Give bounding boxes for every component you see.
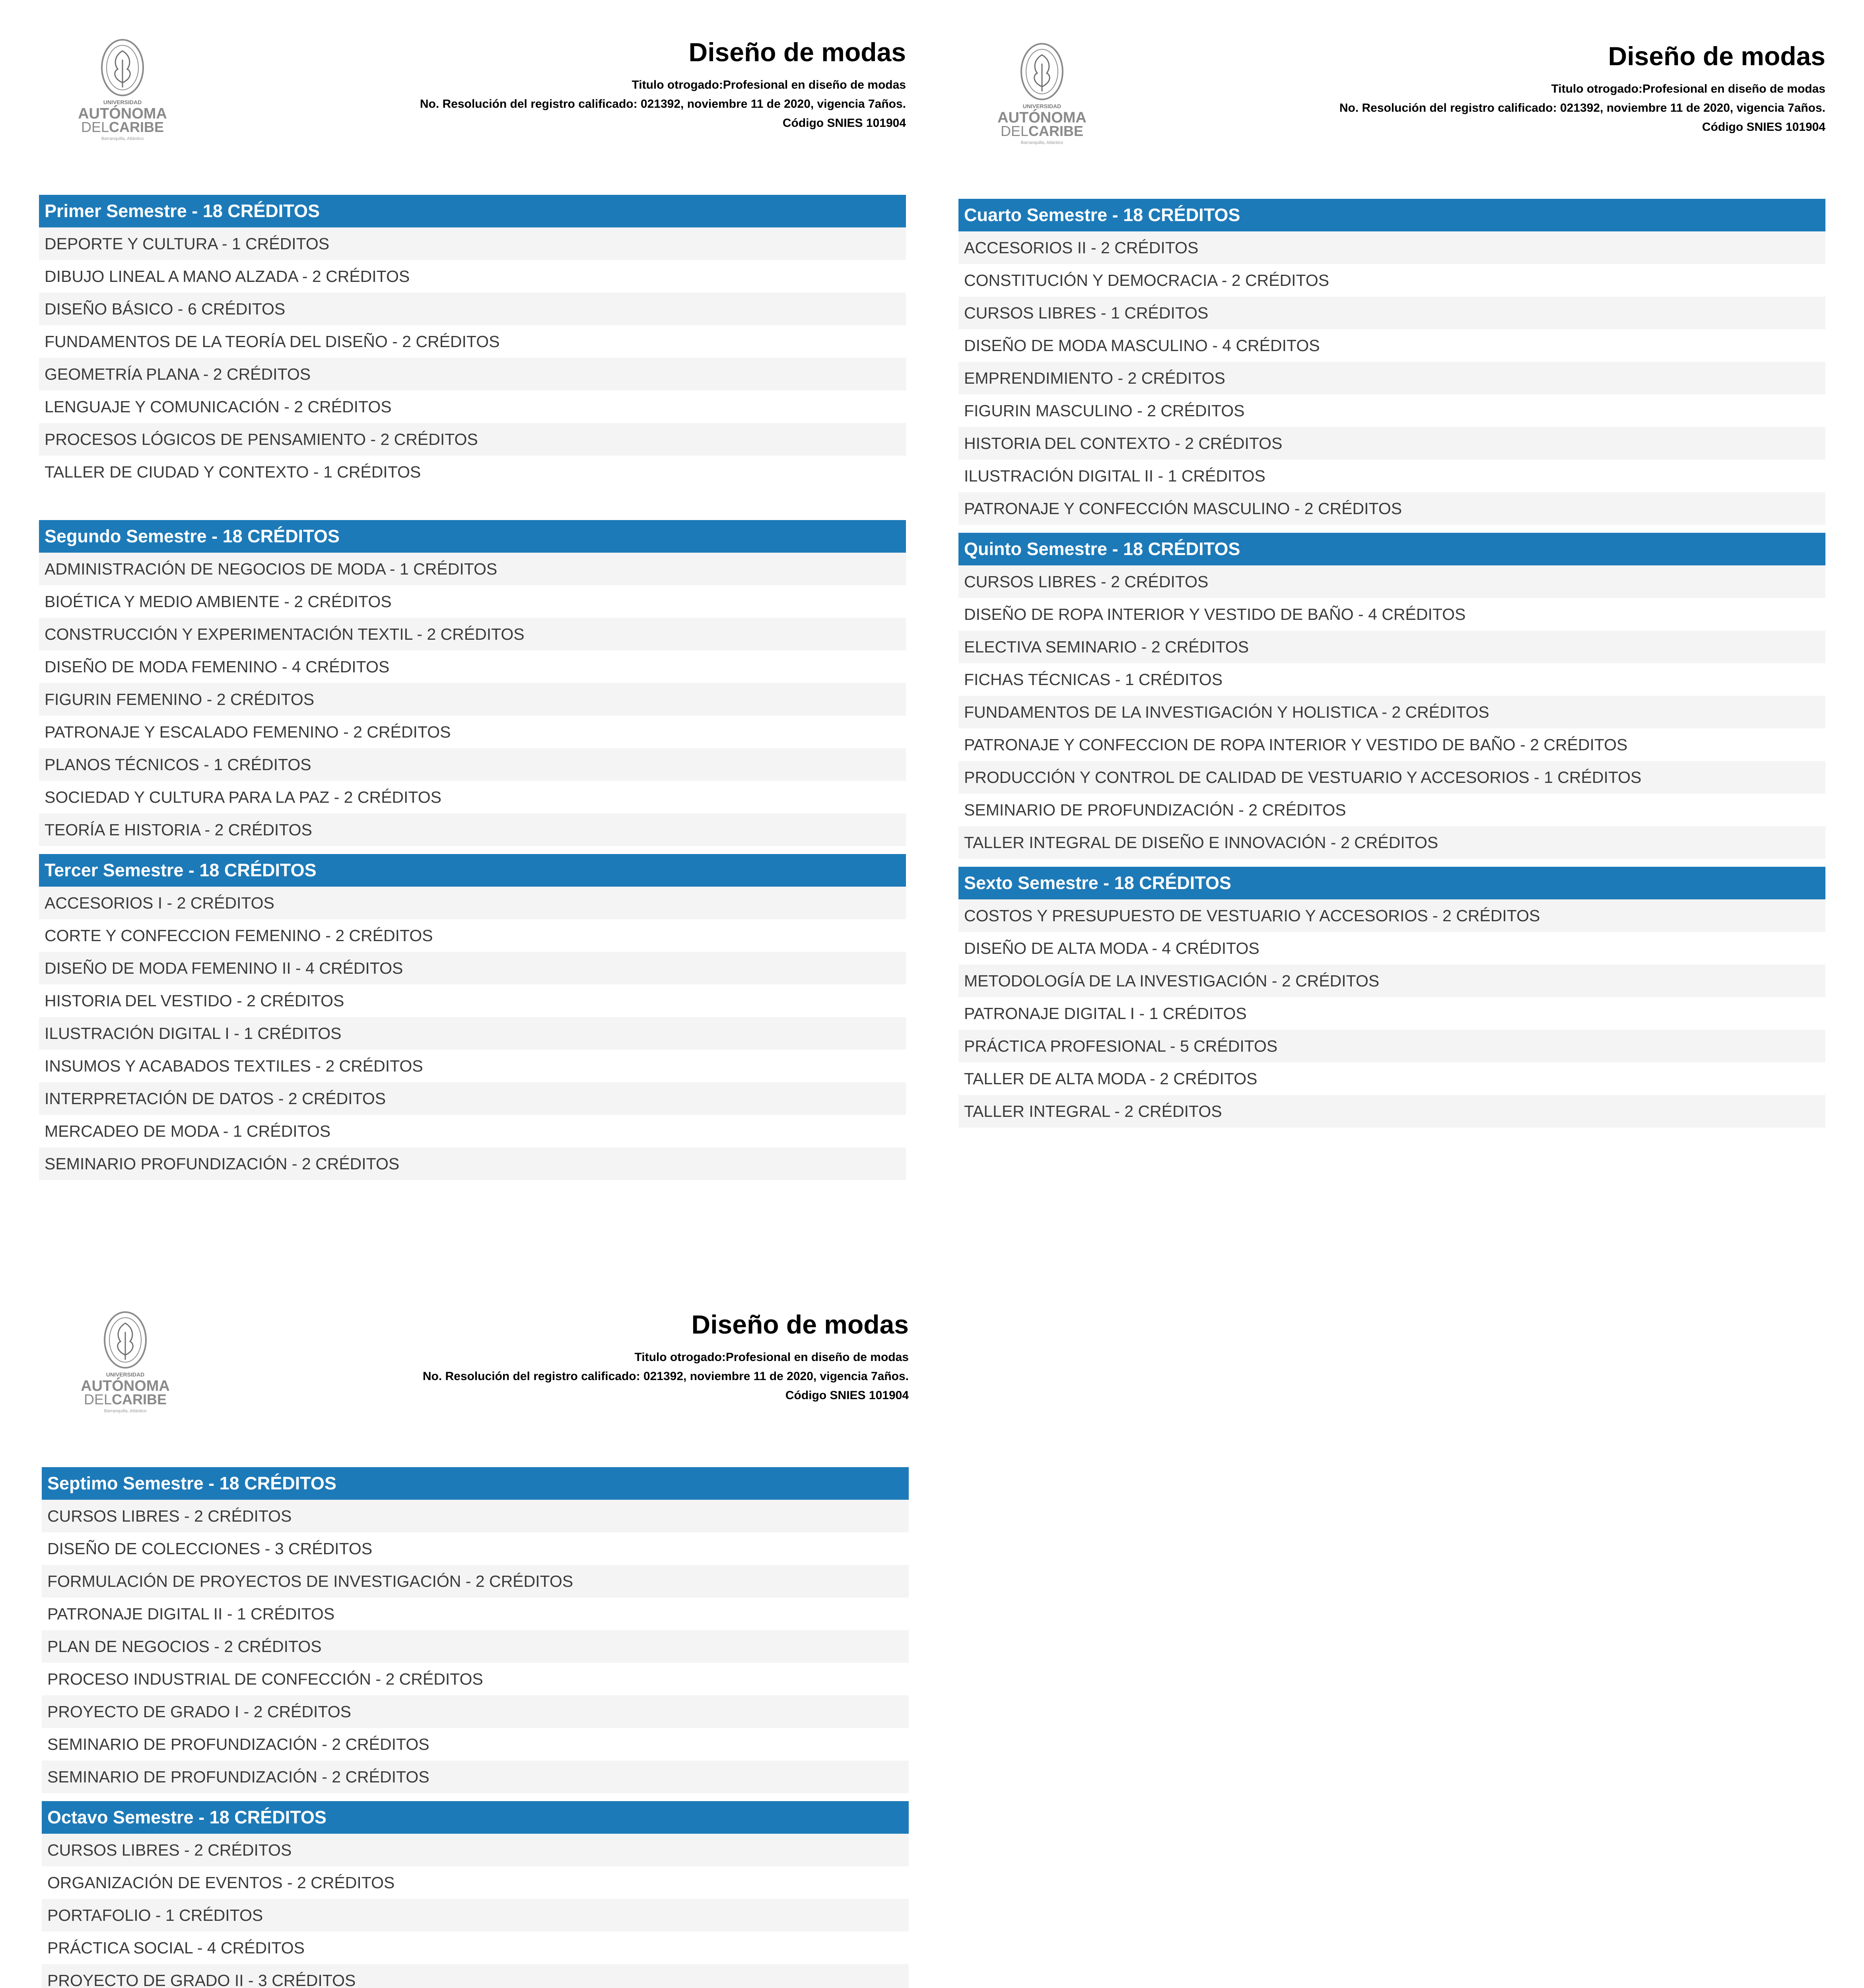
course-row: TALLER INTEGRAL DE DISEÑO E INNOVACIÓN - 2 CRÉDITOS	[958, 826, 1825, 859]
semester-section	[958, 199, 1825, 525]
course-row: PROYECTO DE GRADO II - 3 CRÉDITOS	[42, 1964, 909, 1988]
semester-header: Sexto Semestre - 18 CRÉDITOS	[958, 867, 1825, 899]
course-list	[958, 231, 1825, 525]
course-list	[39, 553, 906, 846]
course-row: FUNDAMENTOS DE LA TEORÍA DEL DISEÑO - 2 CRÉDITOS	[39, 325, 906, 358]
course-row: ACCESORIOS II - 2 CRÉDITOS	[958, 231, 1825, 264]
course-row: PORTAFOLIO - 1 CRÉDITOS	[42, 1899, 909, 1932]
header-text	[423, 1308, 909, 1405]
course-row: SEMINARIO DE PROFUNDIZACIÓN - 2 CRÉDITOS	[42, 1761, 909, 1793]
semester-section	[958, 533, 1825, 859]
logo-line-2: AUTÓNOMA	[81, 1378, 170, 1394]
course-row: HISTORIA DEL VESTIDO - 2 CRÉDITOS	[39, 984, 906, 1017]
semester-header: Quinto Semestre - 18 CRÉDITOS	[958, 533, 1825, 565]
course-list	[958, 899, 1825, 1128]
titulo-otorgado: Titulo otrogado:Profesional en diseño de modas	[632, 78, 906, 91]
semester-header: Octavo Semestre - 18 CRÉDITOS	[42, 1801, 909, 1834]
logo-line-4: Barranquilla, Atlántico	[1020, 140, 1063, 145]
course-row: PROCESO INDUSTRIAL DE CONFECCIÓN - 2 CRÉDITOS	[42, 1663, 909, 1695]
course-row: ORGANIZACIÓN DE EVENTOS - 2 CRÉDITOS	[42, 1866, 909, 1899]
course-row: FORMULACIÓN DE PROYECTOS DE INVESTIGACIÓN - 2 CRÉDITOS	[42, 1565, 909, 1598]
university-logo	[75, 36, 170, 143]
header-text	[1339, 40, 1825, 137]
course-row: PRODUCCIÓN Y CONTROL DE CALIDAD DE VESTUARIO Y ACCESORIOS - 1 CRÉDITOS	[958, 761, 1825, 794]
course-row: CORTE Y CONFECCION FEMENINO - 2 CRÉDITOS	[39, 919, 906, 952]
course-row: TALLER DE CIUDAD Y CONTEXTO - 1 CRÉDITOS	[39, 456, 906, 488]
course-row: DISEÑO DE ROPA INTERIOR Y VESTIDO DE BAÑO - 4 CRÉDITOS	[958, 598, 1825, 631]
course-row: DISEÑO DE MODA FEMENINO - 4 CRÉDITOS	[39, 650, 906, 683]
course-row: COSTOS Y PRESUPUESTO DE VESTUARIO Y ACCESORIOS - 2 CRÉDITOS	[958, 899, 1825, 932]
university-logo	[78, 1308, 173, 1415]
titulo-otorgado: Titulo otrogado:Profesional en diseño de modas	[1551, 82, 1825, 95]
page-title: Diseño de modas	[691, 1310, 909, 1339]
semester-list	[958, 199, 1825, 1128]
page-title: Diseño de modas	[1608, 41, 1825, 71]
semester-section	[39, 195, 906, 488]
course-row: SEMINARIO PROFUNDIZACIÓN - 2 CRÉDITOS	[39, 1147, 906, 1180]
course-row: INTERPRETACIÓN DE DATOS - 2 CRÉDITOS	[39, 1082, 906, 1115]
logo-line-1: UNIVERSIDAD	[1022, 103, 1061, 109]
course-row: CURSOS LIBRES - 2 CRÉDITOS	[42, 1834, 909, 1866]
logo-line-1: UNIVERSIDAD	[103, 99, 142, 105]
course-row: LENGUAJE Y COMUNICACIÓN - 2 CRÉDITOS	[39, 390, 906, 423]
course-row: PATRONAJE DIGITAL II - 1 CRÉDITOS	[42, 1598, 909, 1630]
resolucion: No. Resolución del registro calificado: 021392, noviembre 11 de 2020, vigencia 7años.	[420, 97, 906, 111]
codigo-snies: Código SNIES 101904	[785, 1389, 909, 1402]
logo-line-2: AUTÓNOMA	[997, 109, 1087, 126]
course-list	[39, 227, 906, 488]
course-row: SOCIEDAD Y CULTURA PARA LA PAZ - 2 CRÉDITOS	[39, 781, 906, 813]
course-row: SEMINARIO DE PROFUNDIZACIÓN - 2 CRÉDITOS	[42, 1728, 909, 1761]
curriculum-page-3	[42, 1308, 909, 1988]
logo-line-2: AUTÓNOMA	[78, 105, 167, 122]
course-list	[958, 565, 1825, 859]
header-text	[420, 36, 906, 133]
course-row: TALLER DE ALTA MODA - 2 CRÉDITOS	[958, 1062, 1825, 1095]
course-row: ADMINISTRACIÓN DE NEGOCIOS DE MODA - 1 CRÉDITOS	[39, 553, 906, 585]
resolucion: No. Resolución del registro calificado: 021392, noviembre 11 de 2020, vigencia 7años.	[1339, 101, 1825, 115]
course-row: PRÁCTICA PROFESIONAL - 5 CRÉDITOS	[958, 1030, 1825, 1062]
semester-section	[42, 1467, 909, 1793]
page-title: Diseño de modas	[688, 37, 906, 67]
course-row: DISEÑO BÁSICO - 6 CRÉDITOS	[39, 293, 906, 325]
course-row: FIGURIN FEMENINO - 2 CRÉDITOS	[39, 683, 906, 716]
semester-section	[42, 1801, 909, 1988]
svg-text:DELCARIBE	[1001, 123, 1083, 139]
logo-line-3b: CARIBE	[1028, 123, 1084, 139]
course-row: PROYECTO DE GRADO I - 2 CRÉDITOS	[42, 1695, 909, 1728]
logo-line-3b: CARIBE	[109, 119, 164, 135]
logo-line-3a: DEL	[81, 119, 109, 135]
course-row: PATRONAJE DIGITAL I - 1 CRÉDITOS	[958, 997, 1825, 1030]
course-row: PLAN DE NEGOCIOS - 2 CRÉDITOS	[42, 1630, 909, 1663]
semester-header: Segundo Semestre - 18 CRÉDITOS	[39, 520, 906, 553]
course-row: CONSTRUCCIÓN Y EXPERIMENTACIÓN TEXTIL - 2 CRÉDITOS	[39, 618, 906, 650]
semester-header: Cuarto Semestre - 18 CRÉDITOS	[958, 199, 1825, 231]
svg-text:DELCARIBE	[81, 119, 164, 135]
course-row: PROCESOS LÓGICOS DE PENSAMIENTO - 2 CRÉDITOS	[39, 423, 906, 456]
course-row: ELECTIVA SEMINARIO - 2 CRÉDITOS	[958, 631, 1825, 663]
course-row: DIBUJO LINEAL A MANO ALZADA - 2 CRÉDITOS	[39, 260, 906, 293]
course-row: TEORÍA E HISTORIA - 2 CRÉDITOS	[39, 813, 906, 846]
university-seal-icon	[78, 1308, 173, 1415]
course-row: PATRONAJE Y ESCALADO FEMENINO - 2 CRÉDITOS	[39, 716, 906, 748]
page-header	[39, 36, 906, 163]
course-row: DISEÑO DE MODA FEMENINO II - 4 CRÉDITOS	[39, 952, 906, 984]
course-list	[42, 1834, 909, 1988]
course-list	[39, 887, 906, 1180]
page-header	[958, 40, 1825, 167]
course-row: CONSTITUCIÓN Y DEMOCRACIA - 2 CRÉDITOS	[958, 264, 1825, 297]
university-logo	[994, 40, 1090, 147]
logo-line-3b: CARIBE	[112, 1391, 167, 1408]
semester-list	[39, 195, 906, 1180]
course-row: CURSOS LIBRES - 2 CRÉDITOS	[42, 1500, 909, 1532]
course-row: INSUMOS Y ACABADOS TEXTILES - 2 CRÉDITOS	[39, 1050, 906, 1082]
course-row: FIGURIN MASCULINO - 2 CRÉDITOS	[958, 394, 1825, 427]
course-row: CURSOS LIBRES - 2 CRÉDITOS	[958, 565, 1825, 598]
curriculum-page-1	[39, 36, 906, 1180]
course-row: PATRONAJE Y CONFECCION DE ROPA INTERIOR Y VESTIDO DE BAÑO - 2 CRÉDITOS	[958, 728, 1825, 761]
semester-list	[42, 1467, 909, 1988]
course-row: BIOÉTICA Y MEDIO AMBIENTE - 2 CRÉDITOS	[39, 585, 906, 618]
titulo-otorgado: Titulo otrogado:Profesional en diseño de modas	[634, 1351, 909, 1364]
semester-section	[39, 854, 906, 1180]
university-seal-icon	[75, 36, 170, 143]
resolucion: No. Resolución del registro calificado: 021392, noviembre 11 de 2020, vigencia 7años.	[422, 1370, 909, 1383]
course-row: ILUSTRACIÓN DIGITAL I - 1 CRÉDITOS	[39, 1017, 906, 1050]
course-row: CURSOS LIBRES - 1 CRÉDITOS	[958, 297, 1825, 329]
semester-section	[958, 867, 1825, 1128]
university-seal-icon	[994, 40, 1090, 147]
svg-text:DELCARIBE	[84, 1391, 167, 1408]
course-row: MERCADEO DE MODA - 1 CRÉDITOS	[39, 1115, 906, 1147]
semester-section	[39, 520, 906, 846]
logo-line-3a: DEL	[84, 1391, 112, 1408]
course-list	[42, 1500, 909, 1793]
logo-line-1: UNIVERSIDAD	[106, 1371, 145, 1378]
page-header	[42, 1308, 909, 1435]
logo-line-4: Barranquilla, Atlántico	[101, 136, 144, 141]
semester-header: Septimo Semestre - 18 CRÉDITOS	[42, 1467, 909, 1500]
course-row: HISTORIA DEL CONTEXTO - 2 CRÉDITOS	[958, 427, 1825, 460]
course-row: PLANOS TÉCNICOS - 1 CRÉDITOS	[39, 748, 906, 781]
course-row: EMPRENDIMIENTO - 2 CRÉDITOS	[958, 362, 1825, 394]
curriculum-page-2	[958, 40, 1825, 1128]
codigo-snies: Código SNIES 101904	[1702, 120, 1825, 134]
semester-header: Tercer Semestre - 18 CRÉDITOS	[39, 854, 906, 887]
course-row: DEPORTE Y CULTURA - 1 CRÉDITOS	[39, 227, 906, 260]
course-row: DISEÑO DE MODA MASCULINO - 4 CRÉDITOS	[958, 329, 1825, 362]
course-row: SEMINARIO DE PROFUNDIZACIÓN - 2 CRÉDITOS	[958, 794, 1825, 826]
semester-header: Primer Semestre - 18 CRÉDITOS	[39, 195, 906, 227]
course-row: PATRONAJE Y CONFECCIÓN MASCULINO - 2 CRÉDITOS	[958, 492, 1825, 525]
course-row: GEOMETRÍA PLANA - 2 CRÉDITOS	[39, 358, 906, 390]
logo-line-4: Barranquilla, Atlántico	[104, 1409, 147, 1413]
course-row: PRÁCTICA SOCIAL - 4 CRÉDITOS	[42, 1932, 909, 1964]
course-row: TALLER INTEGRAL - 2 CRÉDITOS	[958, 1095, 1825, 1128]
course-row: ACCESORIOS I - 2 CRÉDITOS	[39, 887, 906, 919]
course-row: DISEÑO DE ALTA MODA - 4 CRÉDITOS	[958, 932, 1825, 965]
codigo-snies: Código SNIES 101904	[782, 116, 906, 130]
course-row: ILUSTRACIÓN DIGITAL II - 1 CRÉDITOS	[958, 460, 1825, 492]
course-row: METODOLOGÍA DE LA INVESTIGACIÓN - 2 CRÉDITOS	[958, 965, 1825, 997]
course-row: FUNDAMENTOS DE LA INVESTIGACIÓN Y HOLISTICA - 2 CRÉDITOS	[958, 696, 1825, 728]
course-row: FICHAS TÉCNICAS - 1 CRÉDITOS	[958, 663, 1825, 696]
course-row: DISEÑO DE COLECCIONES - 3 CRÉDITOS	[42, 1532, 909, 1565]
logo-line-3a: DEL	[1000, 123, 1029, 139]
